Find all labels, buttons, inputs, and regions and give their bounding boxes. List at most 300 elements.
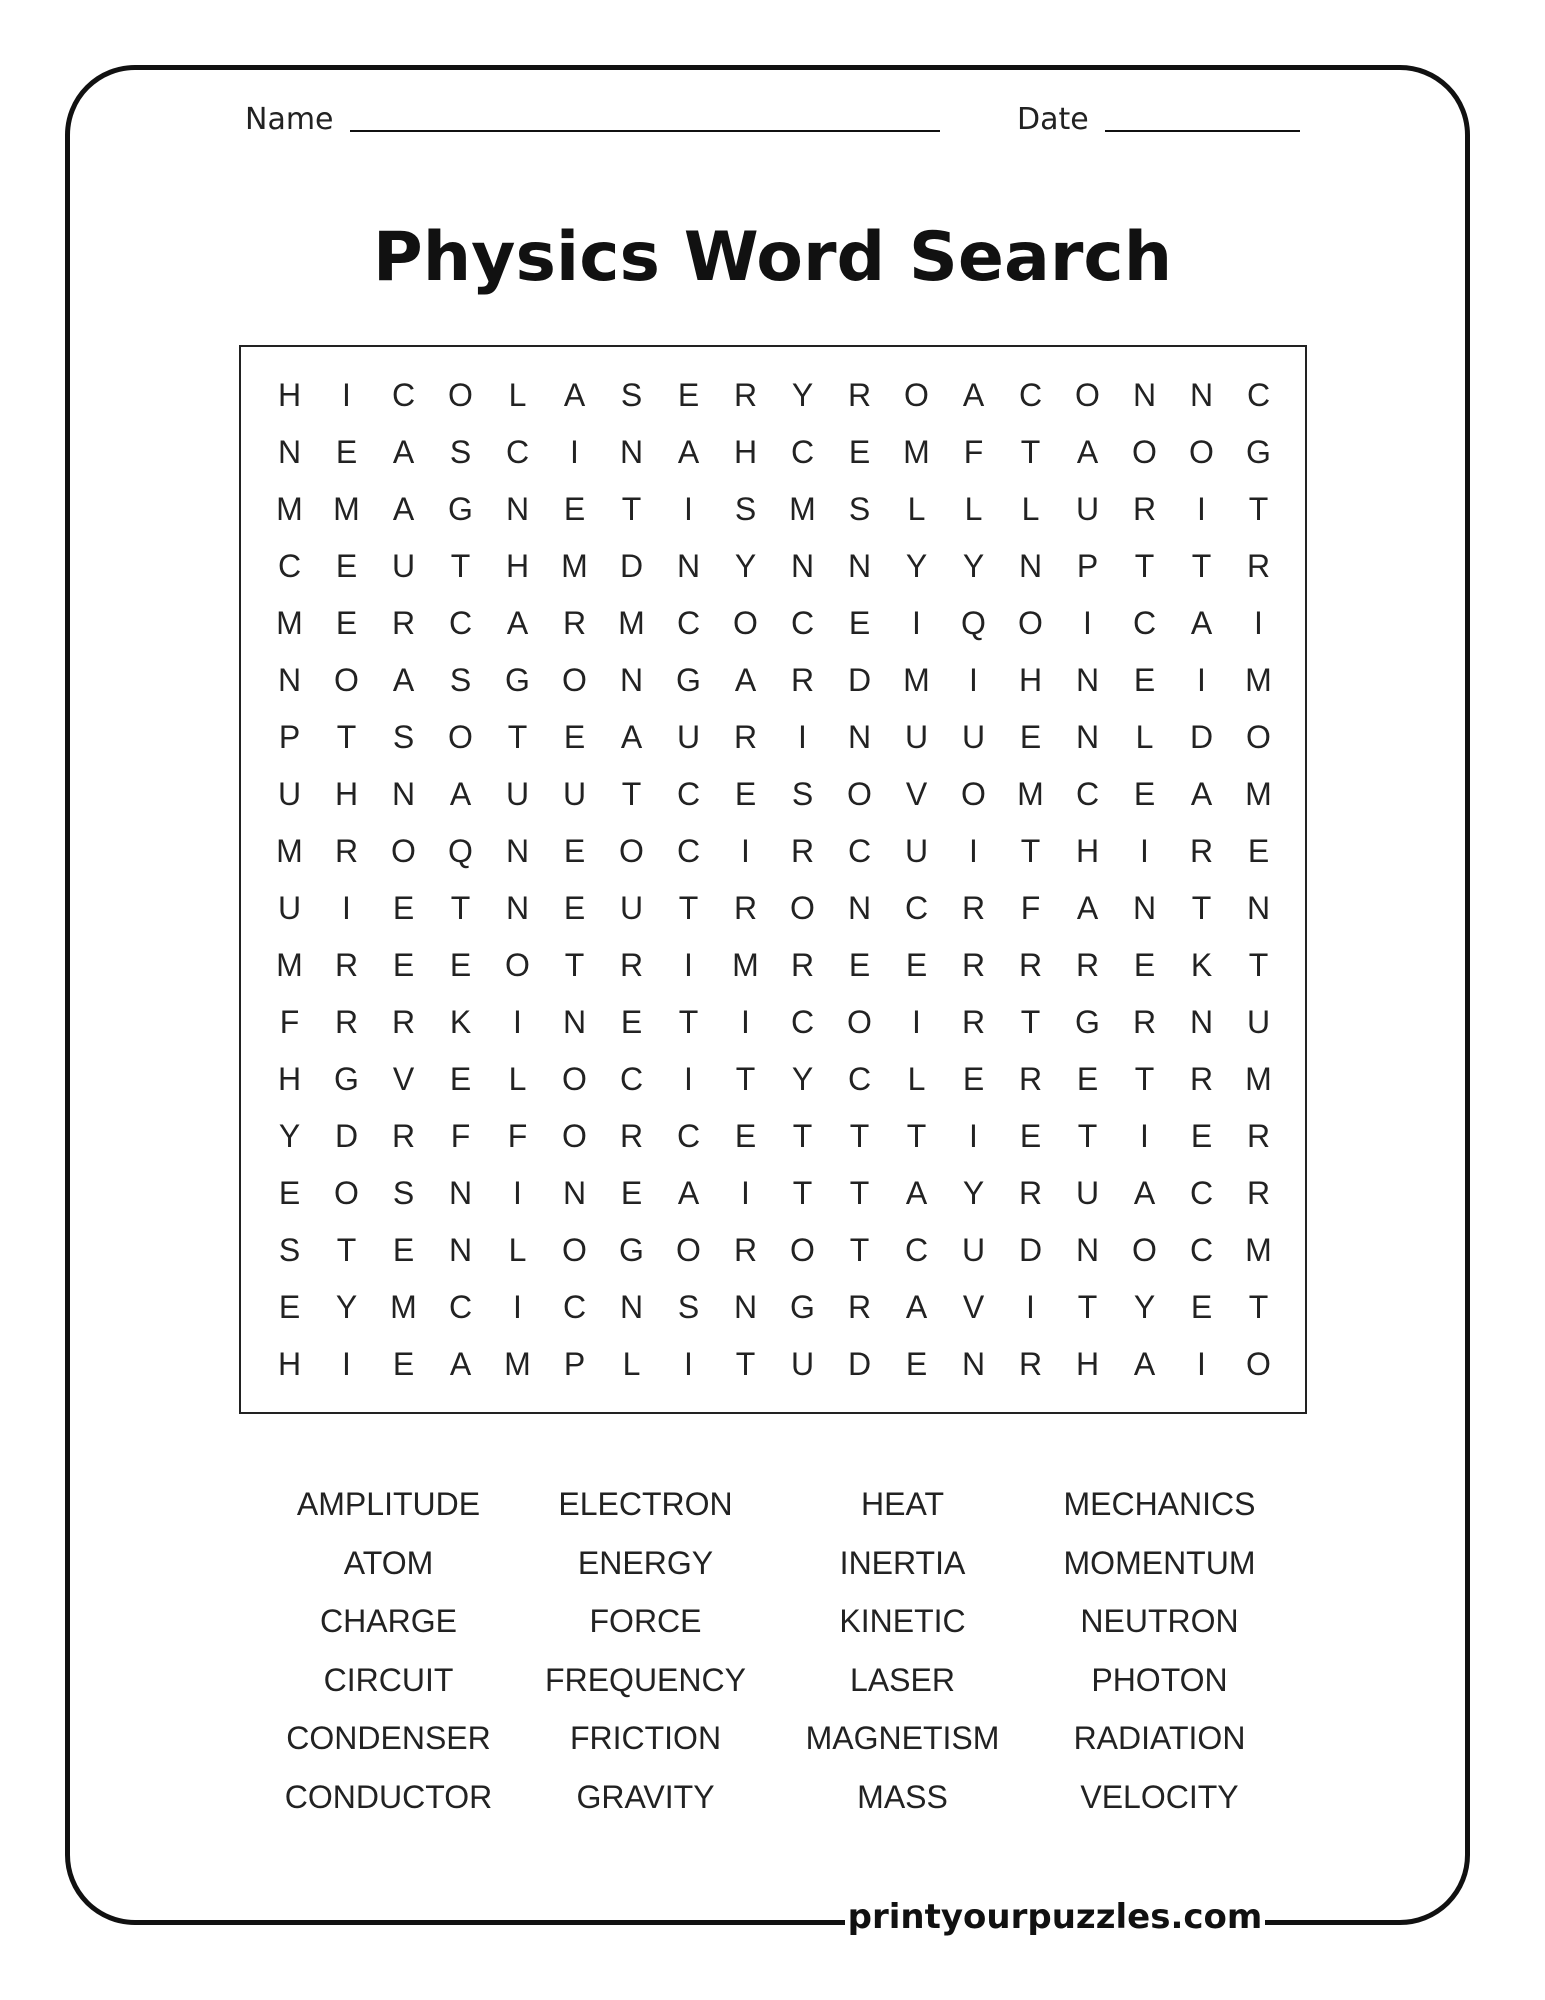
grid-cell: A — [1076, 890, 1099, 926]
grid-cell: R — [961, 1004, 986, 1040]
grid-cell: E — [734, 776, 757, 812]
grid-cell: N — [391, 776, 416, 812]
grid-cell: I — [1140, 833, 1149, 869]
word-list-item: VELOCITY — [1080, 1778, 1239, 1815]
grid-cell: M — [732, 947, 759, 983]
grid-cell: I — [684, 1061, 693, 1097]
grid-cell: F — [963, 434, 984, 470]
grid-cell: N — [619, 1289, 644, 1325]
grid-cell: R — [619, 1118, 644, 1154]
grid-cell: E — [905, 1346, 928, 1382]
grid-cell: S — [449, 434, 472, 470]
grid-cell: O — [505, 947, 530, 983]
grid-cell: M — [903, 434, 930, 470]
grid-cell: N — [1075, 719, 1100, 755]
grid-cell: T — [450, 548, 471, 584]
grid-cell: A — [449, 776, 472, 812]
word-list-item: MOMENTUM — [1063, 1544, 1256, 1581]
grid-cell: M — [1245, 662, 1272, 698]
grid-row — [261, 1051, 1287, 1108]
grid-cell: M — [276, 491, 303, 527]
grid-cell: C — [391, 377, 416, 413]
grid-cell: C — [1246, 377, 1271, 413]
grid-cell: T — [621, 776, 642, 812]
grid-cell: F — [507, 1118, 528, 1154]
grid-row — [261, 1336, 1287, 1393]
grid-cell: A — [1133, 1346, 1156, 1382]
grid-cell: N — [847, 548, 872, 584]
grid-cell: L — [508, 1232, 527, 1268]
grid-cell: Y — [791, 377, 814, 413]
grid-cell: U — [1075, 491, 1100, 527]
grid-row — [261, 538, 1287, 595]
grid-cell: L — [622, 1346, 641, 1382]
grid-cell: N — [1075, 662, 1100, 698]
grid-cell: T — [1191, 548, 1212, 584]
grid-cell: M — [276, 947, 303, 983]
grid-cell: I — [1197, 662, 1206, 698]
grid-cell: R — [733, 377, 758, 413]
grid-cell: S — [848, 491, 871, 527]
grid-cell: R — [334, 1004, 359, 1040]
grid-cell: E — [1076, 1061, 1099, 1097]
grid-cell: E — [563, 833, 586, 869]
grid-cell: N — [448, 1232, 473, 1268]
grid-cell: E — [1133, 947, 1156, 983]
grid-cell: R — [790, 662, 815, 698]
grid-cell: E — [848, 605, 871, 641]
grid-cell: I — [1197, 1346, 1206, 1382]
grid-cell: R — [619, 947, 644, 983]
name-label: Name — [245, 102, 334, 137]
grid-cell: A — [563, 377, 586, 413]
grid-cell: I — [342, 890, 351, 926]
grid-cell: G — [790, 1289, 815, 1325]
grid-cell: C — [904, 890, 929, 926]
grid-cell: A — [1133, 1175, 1156, 1211]
grid-cell: Y — [335, 1289, 358, 1325]
grid-cell: E — [335, 434, 358, 470]
grid-row — [261, 709, 1287, 766]
grid-cell: O — [790, 1232, 815, 1268]
grid-cell: E — [620, 1175, 643, 1211]
grid-cell: A — [905, 1289, 928, 1325]
word-list-item: MASS — [857, 1778, 948, 1815]
grid-row — [261, 481, 1287, 538]
grid-cell: C — [847, 833, 872, 869]
grid-cell: A — [962, 377, 985, 413]
grid-cell: D — [1189, 719, 1214, 755]
grid-cell: I — [684, 491, 693, 527]
grid-cell: O — [334, 1175, 359, 1211]
grid-cell: C — [790, 434, 815, 470]
grid-cell: R — [961, 890, 986, 926]
grid-cell: A — [1076, 434, 1099, 470]
grid-cell: M — [276, 605, 303, 641]
grid-cell: R — [1132, 1004, 1157, 1040]
grid-cell: C — [1189, 1232, 1214, 1268]
grid-cell: I — [969, 833, 978, 869]
grid-cell: H — [1018, 662, 1043, 698]
grid-cell: R — [961, 947, 986, 983]
grid-cell: N — [1132, 890, 1157, 926]
grid-cell: T — [735, 1061, 756, 1097]
grid-cell: P — [563, 1346, 586, 1382]
date-label: Date — [1017, 102, 1089, 137]
grid-cell: T — [1020, 434, 1041, 470]
grid-cell: U — [904, 833, 929, 869]
grid-cell: M — [903, 662, 930, 698]
grid-cell: E — [1019, 719, 1042, 755]
date-line — [1105, 130, 1300, 132]
grid-cell: T — [564, 947, 585, 983]
grid-cell: E — [1133, 662, 1156, 698]
grid-cell: O — [448, 719, 473, 755]
grid-cell: S — [392, 1175, 415, 1211]
grid-cell: L — [964, 491, 983, 527]
grid-cell: R — [847, 377, 872, 413]
grid-cell: R — [1246, 548, 1271, 584]
grid-cell: H — [1075, 1346, 1100, 1382]
grid-cell: M — [390, 1289, 417, 1325]
grid-cell: C — [1132, 605, 1157, 641]
grid-cell: T — [849, 1118, 870, 1154]
grid-row — [261, 1108, 1287, 1165]
grid-cell: N — [619, 434, 644, 470]
grid-cell: T — [792, 1118, 813, 1154]
grid-cell: I — [513, 1004, 522, 1040]
grid-cell: R — [847, 1289, 872, 1325]
grid-cell: Y — [1133, 1289, 1156, 1325]
grid-cell: I — [912, 1004, 921, 1040]
grid-cell: N — [961, 1346, 986, 1382]
grid-cell: Q — [448, 833, 473, 869]
grid-cell: K — [449, 1004, 472, 1040]
grid-cell: C — [847, 1061, 872, 1097]
grid-cell: L — [508, 377, 527, 413]
word-list-item: FREQUENCY — [545, 1661, 746, 1698]
grid-cell: S — [734, 491, 757, 527]
grid-cell: M — [1017, 776, 1044, 812]
grid-cell: N — [1132, 377, 1157, 413]
grid-cell: U — [1075, 1175, 1100, 1211]
grid-cell: U — [505, 776, 530, 812]
grid-cell: V — [962, 1289, 985, 1325]
grid-cell: T — [735, 1346, 756, 1382]
grid-cell: N — [505, 833, 530, 869]
grid-cell: R — [733, 890, 758, 926]
grid-cell: H — [505, 548, 530, 584]
word-list-item: GRAVITY — [576, 1778, 715, 1815]
word-search-grid — [261, 367, 1287, 1393]
word-list — [260, 1475, 1288, 1826]
grid-cell: I — [741, 833, 750, 869]
grid-cell: L — [907, 491, 926, 527]
grid-cell: I — [342, 377, 351, 413]
grid-cell: O — [391, 833, 416, 869]
grid-cell: H — [277, 1061, 302, 1097]
grid-cell: F — [1020, 890, 1041, 926]
grid-cell: I — [1197, 491, 1206, 527]
grid-cell: O — [1132, 1232, 1157, 1268]
grid-cell: O — [562, 1118, 587, 1154]
grid-cell: A — [392, 662, 415, 698]
grid-cell: N — [277, 662, 302, 698]
grid-cell: E — [677, 377, 700, 413]
word-list-item: MECHANICS — [1063, 1486, 1256, 1522]
grid-cell: R — [391, 605, 416, 641]
grid-cell: T — [1077, 1289, 1098, 1325]
grid-cell: E — [1190, 1289, 1213, 1325]
grid-cell: F — [450, 1118, 471, 1154]
grid-cell: N — [847, 719, 872, 755]
grid-cell: K — [1190, 947, 1213, 983]
grid-cell: I — [684, 1346, 693, 1382]
grid-cell: A — [677, 434, 700, 470]
grid-cell: T — [1020, 1004, 1041, 1040]
grid-cell: C — [676, 605, 701, 641]
grid-cell: C — [619, 1061, 644, 1097]
grid-cell: M — [618, 605, 645, 641]
grid-cell: M — [561, 548, 588, 584]
word-list-item: ENERGY — [577, 1544, 714, 1581]
grid-cell: D — [847, 1346, 872, 1382]
grid-cell: E — [278, 1175, 301, 1211]
grid-row — [261, 595, 1287, 652]
word-list-item: CONDUCTOR — [284, 1778, 493, 1815]
grid-cell: C — [505, 434, 530, 470]
grid-cell: Y — [278, 1118, 301, 1154]
grid-cell: C — [1189, 1175, 1214, 1211]
grid-row — [261, 424, 1287, 481]
word-list-item: RADIATION — [1073, 1720, 1246, 1756]
grid-cell: T — [906, 1118, 927, 1154]
grid-cell: L — [508, 1061, 527, 1097]
grid-cell: N — [1246, 890, 1271, 926]
footer-website: printyourpuzzles.com — [847, 1897, 1263, 1937]
grid-cell: T — [678, 890, 699, 926]
grid-cell: O — [1246, 1346, 1271, 1382]
grid-cell: U — [562, 776, 587, 812]
grid-cell: T — [678, 1004, 699, 1040]
grid-cell: E — [449, 1061, 472, 1097]
grid-cell: C — [448, 605, 473, 641]
grid-cell: T — [1191, 890, 1212, 926]
grid-row — [261, 937, 1287, 994]
grid-cell: U — [619, 890, 644, 926]
grid-row — [261, 1165, 1287, 1222]
grid-cell: H — [334, 776, 359, 812]
grid-cell: T — [1248, 491, 1269, 527]
grid-cell: R — [334, 947, 359, 983]
word-list-item: NEUTRON — [1080, 1603, 1239, 1639]
grid-cell: E — [335, 548, 358, 584]
grid-cell: E — [392, 1232, 415, 1268]
grid-cell: E — [1019, 1118, 1042, 1154]
grid-cell: G — [448, 491, 473, 527]
grid-cell: R — [790, 947, 815, 983]
grid-cell: N — [1018, 548, 1043, 584]
grid-cell: T — [336, 719, 357, 755]
grid-cell: E — [392, 947, 415, 983]
grid-cell: S — [392, 719, 415, 755]
grid-cell: R — [733, 719, 758, 755]
grid-row — [261, 367, 1287, 424]
word-list-item: CHARGE — [320, 1603, 457, 1639]
word-list-item: AMPLITUDE — [296, 1486, 481, 1522]
grid-cell: E — [278, 1289, 301, 1325]
grid-cell: G — [1075, 1004, 1100, 1040]
grid-cell: U — [391, 548, 416, 584]
grid-cell: E — [563, 890, 586, 926]
grid-cell: R — [562, 605, 587, 641]
grid-cell: E — [392, 890, 415, 926]
grid-cell: I — [969, 1118, 978, 1154]
grid-cell: N — [790, 548, 815, 584]
grid-cell: Q — [961, 605, 986, 641]
grid-cell: R — [733, 1232, 758, 1268]
grid-cell: U — [961, 719, 986, 755]
grid-cell: I — [513, 1289, 522, 1325]
grid-cell: Y — [962, 1175, 985, 1211]
grid-cell: O — [1132, 434, 1157, 470]
grid-cell: N — [847, 890, 872, 926]
grid-cell: I — [1083, 605, 1092, 641]
grid-cell: R — [1018, 1346, 1043, 1382]
grid-cell: O — [619, 833, 644, 869]
grid-cell: Y — [791, 1061, 814, 1097]
grid-cell: Y — [962, 548, 985, 584]
grid-cell: R — [1075, 947, 1100, 983]
grid-row — [261, 994, 1287, 1051]
grid-cell: D — [619, 548, 644, 584]
grid-cell: O — [676, 1232, 701, 1268]
grid-cell: U — [1246, 1004, 1271, 1040]
grid-cell: I — [798, 719, 807, 755]
name-line — [350, 130, 940, 132]
grid-cell: E — [848, 947, 871, 983]
grid-cell: O — [1075, 377, 1100, 413]
grid-cell: N — [619, 662, 644, 698]
grid-cell: O — [1246, 719, 1271, 755]
grid-row — [261, 823, 1287, 880]
grid-cell: T — [849, 1175, 870, 1211]
page-title: Physics Word Search — [372, 218, 1173, 297]
grid-row — [261, 880, 1287, 937]
grid-cell: T — [792, 1175, 813, 1211]
grid-cell: T — [1077, 1118, 1098, 1154]
grid-cell: N — [1075, 1232, 1100, 1268]
grid-cell: I — [684, 947, 693, 983]
grid-cell: T — [1020, 833, 1041, 869]
grid-cell: C — [790, 1004, 815, 1040]
grid-cell: E — [563, 719, 586, 755]
word-list-item: CONDENSER — [286, 1720, 491, 1756]
grid-cell: P — [278, 719, 301, 755]
grid-cell: S — [677, 1289, 700, 1325]
grid-cell: M — [504, 1346, 531, 1382]
grid-cell: T — [450, 890, 471, 926]
grid-cell: L — [1135, 719, 1154, 755]
grid-cell: E — [335, 605, 358, 641]
word-list-item: KINETIC — [839, 1603, 966, 1639]
grid-cell: O — [334, 662, 359, 698]
grid-cell: O — [1189, 434, 1214, 470]
grid-cell: R — [1189, 833, 1214, 869]
grid-cell: N — [733, 1289, 758, 1325]
grid-cell: E — [962, 1061, 985, 1097]
grid-cell: C — [676, 1118, 701, 1154]
grid-cell: A — [449, 1346, 472, 1382]
grid-cell: N — [562, 1175, 587, 1211]
grid-cell: C — [448, 1289, 473, 1325]
grid-cell: V — [905, 776, 928, 812]
grid-cell: O — [562, 662, 587, 698]
grid-cell: N — [448, 1175, 473, 1211]
grid-cell: C — [676, 776, 701, 812]
grid-cell: S — [278, 1232, 301, 1268]
grid-cell: A — [1190, 776, 1213, 812]
grid-cell: U — [676, 719, 701, 755]
grid-cell: E — [734, 1118, 757, 1154]
word-list-item: ELECTRON — [558, 1486, 733, 1522]
grid-cell: R — [1246, 1118, 1271, 1154]
grid-cell: U — [790, 1346, 815, 1382]
grid-cell: U — [961, 1232, 986, 1268]
grid-cell: I — [969, 662, 978, 698]
grid-cell: E — [1190, 1118, 1213, 1154]
grid-cell: N — [505, 890, 530, 926]
grid-cell: T — [1134, 548, 1155, 584]
word-list-item: LASER — [850, 1661, 955, 1698]
grid-cell: O — [733, 605, 758, 641]
grid-cell: O — [904, 377, 929, 413]
grid-cell: T — [336, 1232, 357, 1268]
grid-cell: M — [1245, 776, 1272, 812]
grid-cell: O — [961, 776, 986, 812]
grid-cell: A — [677, 1175, 700, 1211]
grid-row — [261, 1222, 1287, 1279]
grid-cell: F — [279, 1004, 300, 1040]
word-list-item: FRICTION — [569, 1720, 722, 1756]
grid-cell: C — [1018, 377, 1043, 413]
grid-cell: S — [791, 776, 814, 812]
grid-cell: T — [507, 719, 528, 755]
grid-cell: D — [1018, 1232, 1043, 1268]
grid-cell: E — [1133, 776, 1156, 812]
grid-row — [261, 766, 1287, 823]
grid-cell: A — [620, 719, 643, 755]
grid-cell: R — [1189, 1061, 1214, 1097]
grid-cell: C — [562, 1289, 587, 1325]
grid-cell: M — [789, 491, 816, 527]
grid-cell: E — [449, 947, 472, 983]
grid-cell: L — [1021, 491, 1040, 527]
grid-cell: O — [847, 776, 872, 812]
grid-cell: H — [277, 1346, 302, 1382]
grid-cell: C — [277, 548, 302, 584]
word-list-item: INERTIA — [839, 1544, 966, 1581]
grid-cell: O — [562, 1232, 587, 1268]
grid-cell: C — [904, 1232, 929, 1268]
grid-cell: I — [1026, 1289, 1035, 1325]
grid-cell: N — [562, 1004, 587, 1040]
grid-cell: I — [1140, 1118, 1149, 1154]
word-list-item: FORCE — [589, 1603, 702, 1639]
grid-cell: R — [1018, 1061, 1043, 1097]
grid-cell: H — [1075, 833, 1100, 869]
word-list-item: MAGNETISM — [805, 1720, 1000, 1756]
